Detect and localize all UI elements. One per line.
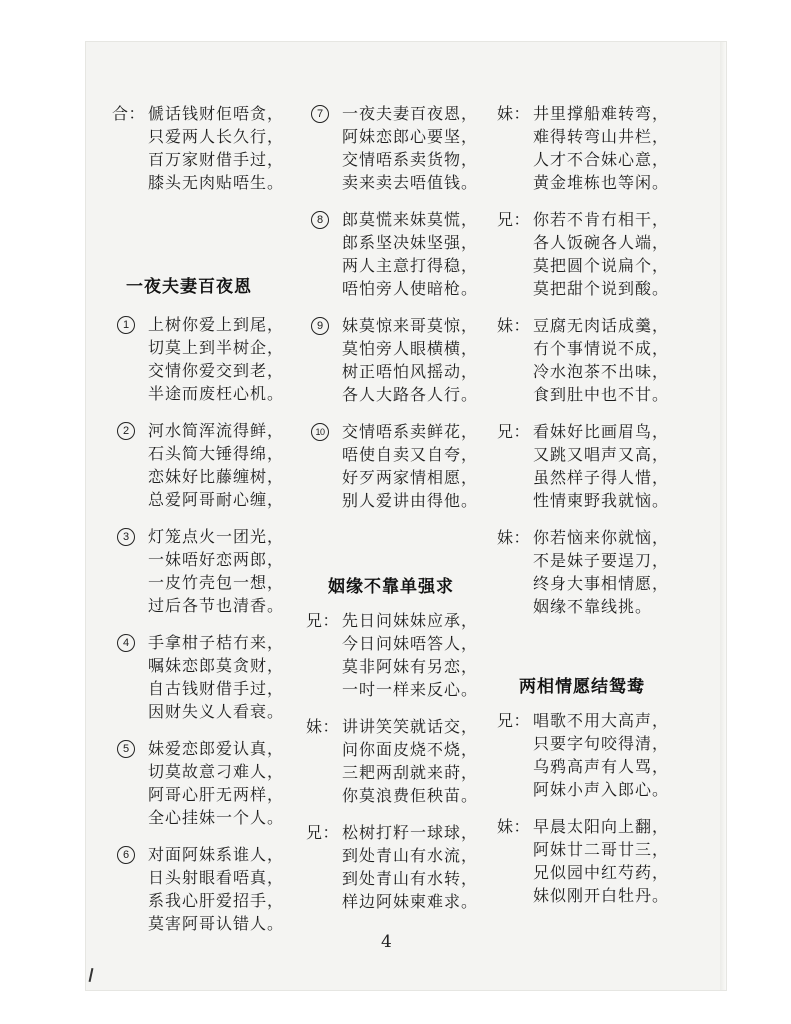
verse-line: 一夜夫妻百夜恩， — [342, 104, 479, 123]
verse-line: 兄似园中红芍药， — [533, 863, 670, 882]
verse-line: 虽然样子得人惜， — [533, 468, 670, 487]
dialogue-verse — [306, 821, 506, 913]
section-title: 两相情愿结鸳鸯 — [519, 677, 645, 696]
verse-line: 问你面皮烧不烧， — [342, 740, 479, 759]
verse-line: 交情你爱交到老， — [148, 361, 285, 380]
verse-line: 不是妹子要逞刀， — [533, 551, 670, 570]
verse-line: 各人饭碗各人端， — [533, 233, 670, 252]
verse-line: 嘱妹恋郎莫贪财， — [148, 656, 285, 675]
verse-line: 终身大事相情愿， — [533, 574, 670, 593]
dialogue-verse — [497, 815, 697, 907]
verse-line: 阿哥心肝无两样， — [148, 785, 285, 804]
verse-number: 6 — [117, 846, 135, 864]
verse-line: 系我心肝爱招手， — [148, 891, 285, 910]
numbered-verse — [306, 102, 506, 194]
verse-line: 傂话钱财佢唔贪， — [148, 104, 285, 123]
verse-line: 总爱阿哥耐心缠， — [148, 490, 285, 509]
verse-line: 全心挂妹一个人。 — [148, 808, 285, 827]
verse-line: 到处青山有水转， — [342, 869, 479, 888]
speaker-label: 兄： — [306, 823, 340, 842]
numbered-verse — [112, 631, 312, 723]
verse-line: 冷水泡茶不出味， — [533, 362, 670, 381]
verse-line: 一皮竹壳包一想， — [148, 573, 285, 592]
speaker-label: 妹： — [497, 528, 531, 547]
verse-number: 1 — [117, 316, 135, 334]
verse-line: 一吋一样来反心。 — [342, 680, 479, 699]
verse-line: 莫非阿妹有另恋， — [342, 657, 479, 676]
verse-line: 手拿柑子桔冇来， — [148, 633, 285, 652]
verse-line: 树正唔怕风摇动， — [342, 362, 479, 381]
verse-line: 只爱两人长久行， — [148, 127, 285, 146]
verse-line: 冇个事情说不成， — [533, 339, 670, 358]
verse-line: 交情唔系卖货物， — [342, 150, 479, 169]
verse-line: 过后各节也清香。 — [148, 596, 285, 615]
verse-number: 10 — [311, 423, 329, 441]
section-title: 一夜夫妻百夜恩 — [126, 277, 252, 296]
verse-number: 2 — [117, 422, 135, 440]
verse-line: 到处青山有水流， — [342, 846, 479, 865]
verse-line: 妹莫惊来哥莫惊， — [342, 316, 479, 335]
verse-line: 好歹两家情相愿， — [342, 468, 479, 487]
numbered-verse — [306, 314, 506, 406]
verse-number: 7 — [311, 105, 329, 123]
verse-line: 两人主意打得稳， — [342, 256, 479, 275]
verse-line: 黄金堆栋也等闲。 — [533, 173, 670, 192]
numbered-verse — [112, 419, 312, 511]
verse-line: 自古钱财借手过， — [148, 679, 285, 698]
verse-line: 莫把圆个说扁个， — [533, 256, 670, 275]
verse-line: 日头射眼看唔真， — [148, 868, 285, 887]
speaker-label: 妹： — [497, 104, 531, 123]
numbered-verse — [112, 843, 312, 935]
verse-line: 你莫浪费佢秧苗。 — [342, 786, 479, 805]
verse-line: 百万家财借手过， — [148, 150, 285, 169]
verse-line: 豆腐无肉话成羹， — [533, 316, 670, 335]
verse-line: 石头简大锤得绵， — [148, 444, 285, 463]
verse-line: 妹似刚开白牡丹。 — [533, 886, 670, 905]
verse-line: 松树打籽一球球， — [342, 823, 479, 842]
numbered-verse — [306, 208, 506, 300]
verse-line: 莫把甜个说到酸。 — [533, 279, 670, 298]
verse-line: 唔使自卖又自夸， — [342, 445, 479, 464]
verse-line: 各人大路各人行。 — [342, 385, 479, 404]
numbered-verse — [112, 313, 312, 405]
verse-number: 9 — [311, 317, 329, 335]
verse-line: 唱歌不用大高声， — [533, 711, 670, 730]
verse-number: 3 — [117, 528, 135, 546]
verse-line: 对面阿妹系谁人， — [148, 845, 285, 864]
verse-line: 难得转弯山井栏， — [533, 127, 670, 146]
verse-line: 姻缘不靠线挑。 — [533, 597, 653, 616]
numbered-verse — [306, 420, 506, 512]
column-2 — [306, 102, 506, 927]
verse-line: 阿妹小声入郎心。 — [533, 780, 670, 799]
numbered-verse — [112, 737, 312, 829]
verse-line: 妹爱恋郎爱认真， — [148, 739, 285, 758]
verse-line: 只要字句咬得清， — [533, 734, 670, 753]
verse-line: 郎莫慌来妹莫慌， — [342, 210, 479, 229]
speaker-label: 妹： — [497, 316, 531, 335]
dialogue-verse — [306, 609, 506, 701]
verse-line: 三耙两刮就来莳， — [342, 763, 479, 782]
verse-line: 郎系坚决妹坚强， — [342, 233, 479, 252]
verse-number: 4 — [117, 634, 135, 652]
verse-line: 别人爱讲由得他。 — [342, 491, 479, 510]
verse-line: 人才不合妹心意， — [533, 150, 670, 169]
column-3 — [497, 102, 697, 921]
column-1 — [112, 102, 312, 949]
dialogue-verse — [497, 314, 697, 406]
speaker-label: 兄： — [306, 611, 340, 630]
speaker-label: 兄： — [497, 210, 531, 229]
verse-line: 半途而废枉心机。 — [148, 384, 285, 403]
dialogue-verse — [497, 526, 697, 618]
page-edge — [720, 42, 726, 990]
verse-line: 膝头无肉贴唔生。 — [148, 173, 285, 192]
verse-line: 切莫故意刁难人， — [148, 762, 285, 781]
verse-number: 5 — [117, 740, 135, 758]
page-number: 4 — [381, 932, 392, 952]
verse-line: 早晨太阳向上翻， — [533, 817, 670, 836]
dialogue-verse — [497, 420, 697, 512]
verse-line: 你若不肯冇相干， — [533, 210, 670, 229]
verse-line: 阿妹廿二哥廿三， — [533, 840, 670, 859]
verse-line: 井里撑船难转弯， — [533, 104, 670, 123]
dialogue-verse — [497, 102, 697, 194]
verse-line: 性情柬野我就恼。 — [533, 491, 670, 510]
verse-line: 上树你爱上到尾， — [148, 315, 285, 334]
dialogue-verse — [497, 709, 697, 801]
verse-line: 样边阿妹柬难求。 — [342, 892, 479, 911]
speaker-label: 合： — [112, 104, 146, 123]
verse-line: 你若恼来你就恼， — [533, 528, 670, 547]
verse-line: 一妹唔好恋两郎， — [148, 550, 285, 569]
speaker-label: 兄： — [497, 422, 531, 441]
speaker-label: 妹： — [497, 817, 531, 836]
verse-line: 讲讲笑笑就话交， — [342, 717, 479, 736]
verse-line: 今日问妹唔答人， — [342, 634, 479, 653]
section-title: 姻缘不靠单强求 — [328, 577, 454, 596]
verse-line: 交情唔系卖鲜花， — [342, 422, 479, 441]
verse-line: 莫害阿哥认错人。 — [148, 914, 285, 933]
verse-line: 卖来卖去唔值钱。 — [342, 173, 479, 192]
verse-line: 乌鸦高声有人骂， — [533, 757, 670, 776]
speaker-label: 兄： — [497, 711, 531, 730]
numbered-verse — [112, 525, 312, 617]
verse-line: 先日问妹妹应承， — [342, 611, 479, 630]
verse-line: 莫怕旁人眼横横， — [342, 339, 479, 358]
verse-line: 唔怕旁人使暗枪。 — [342, 279, 479, 298]
verse-line: 切莫上到半树企， — [148, 338, 285, 357]
verse-line: 阿妹恋郎心要坚， — [342, 127, 479, 146]
verse-line: 河水简浑流得鲜， — [148, 421, 285, 440]
verse-line: 因财失义人看衰。 — [148, 702, 285, 721]
dialogue-verse — [306, 715, 506, 807]
speaker-label: 妹： — [306, 717, 340, 736]
verse-line: 恋妹好比藤缠树， — [148, 467, 285, 486]
verse-line: 食到肚中也不甘。 — [533, 385, 670, 404]
verse-line: 灯笼点火一团光， — [148, 527, 285, 546]
verse-number: 8 — [311, 211, 329, 229]
verse-line: 又跳又唱声又高， — [533, 445, 670, 464]
chorus-verse — [112, 102, 312, 194]
verse-line: 看妹好比画眉鸟， — [533, 422, 670, 441]
dialogue-verse — [497, 208, 697, 300]
